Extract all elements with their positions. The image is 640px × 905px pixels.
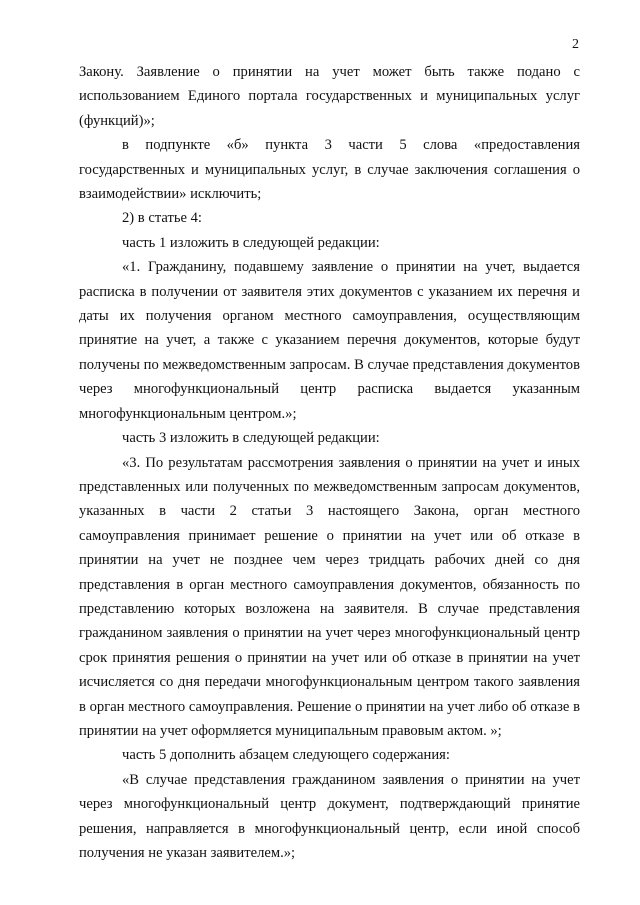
paragraph: часть 1 изложить в следующей редакции:: [122, 234, 380, 251]
paragraph: в подпункте «б» пункта 3 части 5 слова «предоставления государственных и муниципальных услуг, в случае заключения соглашения о взаимодействии» исключить;: [79, 137, 580, 203]
document-body: [79, 60, 580, 865]
page-number: 2: [572, 37, 579, 52]
paragraph: «3. По результатам рассмотрения заявления о принятии на учет и иных представленных или полученных по межведомственным запросам документов, указанных в части 2 статьи 3 настоящего Закона, орган местного самоуправления принимает решение о принятии на учет или об отказе в принятии на учет не позднее чем через тридцать рабочих дней со дня представления в орган местного самоуправления документов, обязанность по представлению которых возложена на заявителя. В случае представления гражданином заявления о принятии на учет через многофункциональный центр срок принятия решения о принятии на учет или об отказе в принятии на учет исчисляется со дня передачи многофункциональным центром такого заявления в орган местного самоуправления. Решение о принятии на учет либо об отказе в принятии на учет оформляется муниципальным правовым актом. »;: [79, 454, 580, 739]
paragraph: Закону. Заявление о принятии на учет может быть также подано с использованием Единого портала государственных и муниципальных услуг (функций)»;: [79, 64, 580, 129]
paragraph: часть 3 изложить в следующей редакции:: [122, 430, 380, 447]
paragraph: «В случае представления гражданином заявления о принятии на учет через многофункциональный центр документ, подтверждающий принятие решения, направляется в многофункциональный центр, если иной способ получения не указан заявителем.»;: [79, 771, 580, 861]
paragraph: 2) в статье 4:: [122, 210, 202, 227]
paragraph: часть 5 дополнить абзацем следующего содержания:: [122, 747, 450, 764]
paragraph: «1. Гражданину, подавшему заявление о принятии на учет, выдается расписка в получении от заявителя этих документов с указанием их перечня и даты их получения органом местного самоуправления, осуществляющим принятие на учет, а также с указанием перечня документов, которые будут получены по межведомственным запросам. В случае представления документов через многофункциональный центр расписка выдается указанным многофункциональным центром.»;: [79, 259, 580, 422]
